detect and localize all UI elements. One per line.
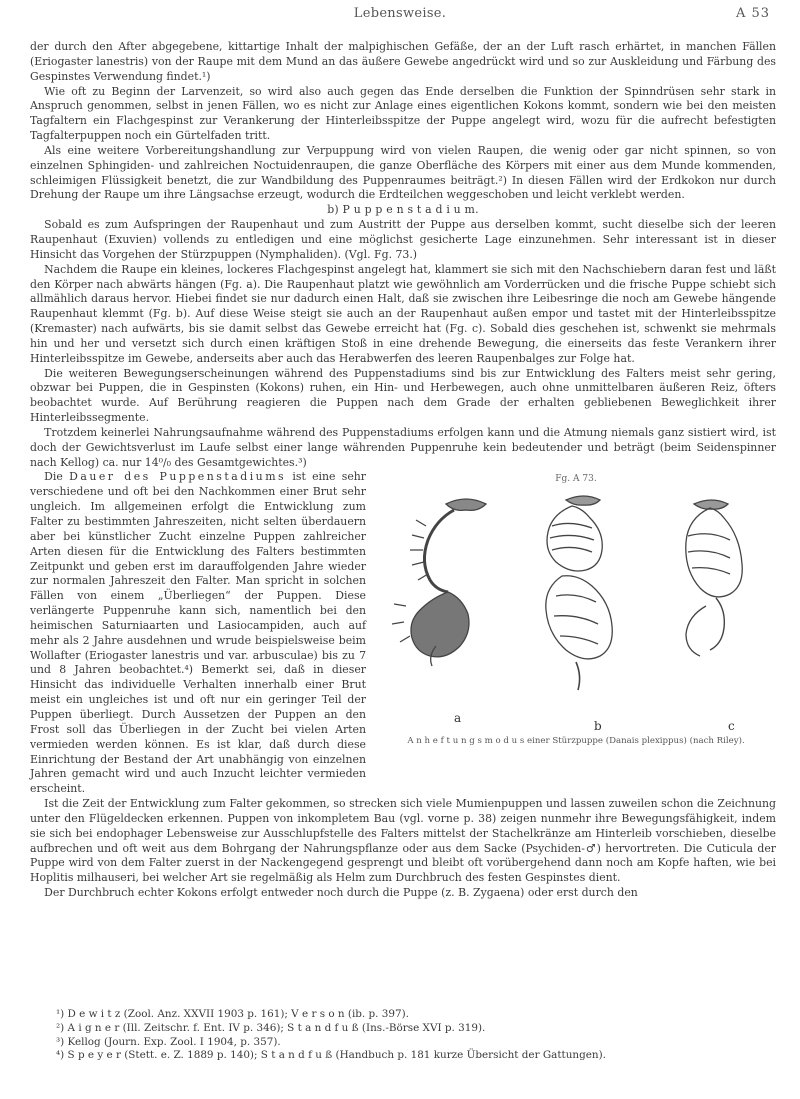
panel-b-label: b (594, 719, 602, 734)
spaced-term: Dauer des Puppenstadiums (69, 470, 287, 484)
running-title: Lebensweise. (353, 6, 447, 21)
panel-a-label: a (454, 711, 462, 726)
page-number: A 53 (735, 6, 770, 21)
paragraph: Sobald es zum Aufspringen der Raupenhaut und zum Austritt der Puppe aus derselben kommt, sucht dieselbe sich der leeren Raupenhaut (Exuvien) vollends zu entledigen und eine möglichst gesicherte Lage einzunehmen. Sehr interessant ist in dieser Hinsicht das Vorgehen der Stürzpuppen (Nymphaliden). (Vgl. Fg. 73.) (30, 218, 776, 261)
running-header (0, 6, 800, 26)
paragraph: Die weiteren Bewegungserscheinungen während des Puppenstadiums sind bis zur Entwicklung des Falters meist sehr gering, obzwar bei Puppen, die in Gespinsten (Kokons) ruhen, ein Hin- und Herbewegen, auch ohne unmittelbaren äußeren Reiz, öfters beobachtet wurde. Auf Berührung reagieren die Puppen nach dem Grade der erhalten gebliebenen Beweglichkeit ihrer Hinterleibssegmente. (30, 366, 776, 425)
pupa-illustration (376, 486, 776, 736)
paragraph: Als eine weitere Vorbereitungshandlung zur Verpuppung wird von vielen Raupen, die wenig oder gar nicht spinnen, so von einzelnen Sphingiden- und zahlreichen Noctuidenraupen, die ganze Oberfläche des Körpers mit einer aus dem Munde kommenden, schleimigen Flüssigkeit benetzt, die zur Wandbildung des Puppenraumes beiträgt.²) In diesen Fällen wird der Erdkokon nur durch Drehung der Raupe um ihre Längsachse erzeugt, wodurch die Erdteilchen weggeschoben und leicht verklebt werden. (30, 143, 776, 202)
figure-label: Fg. A 73. (555, 474, 597, 485)
footnote: ³) Kellog (Journ. Exp. Zool. I 1904, p. 357). (56, 1035, 281, 1048)
paragraph: der durch den After abgegebene, kittartige Inhalt der malpighischen Gefäße, der an der Luft rasch erhärtet, in manchen Fällen (Eriogaster lanestris) von der Raupe mit dem Mund an das äußere Gewebe angedrückt wird und so zur Auskleidung und Färbung des Gespinstes Verwendung findet.¹) (30, 40, 776, 83)
figure-pupa-attachment (376, 472, 776, 796)
paragraph: Trotzdem keinerlei Nahrungsaufnahme während des Puppenstadiums erfolgen kann und die Atmung niemals ganz sistiert wird, ist doch der Gewichtsverlust im Laufe selbst einer lange währenden Puppenruhe kein bedeutender und beträgt (beim Seidenspinner nach Kellog) ca. nur 14⁰/₀ des Gesamtgewichtes.³) (30, 425, 776, 469)
body-text (30, 40, 776, 901)
pupa-with-exuvia-drawing (546, 496, 612, 690)
footnote: ¹) D e w i t z (Zool. Anz. XXVII 1903 p. 161); V e r s o n (ib. p. 397). (56, 1008, 409, 1020)
hanging-caterpillar-drawing (392, 499, 486, 666)
paragraph: Nachdem die Raupe ein kleines, lockeres Flachgespinst angelegt hat, klammert sie sich mit den Nachschiebern daran fest und läßt den Körper nach abwärts hängen (Fg. a). Die Raupenhaut platzt wie gewöhnlich am Vorderrücken und die frische Puppe schiebt sich allmählich daraus hervor. Hiebei findet sie nur dadurch einen Halt, daß sie zwischen ihre Leibesringe die noch am Gewebe hängende Raupenhaut klemmt (Fg. b). Auf diese Weise steigt sie auch an der Raupenhaut außen empor und tastet mit der Hinterleibsspitze (Kremaster) nach aufwärts, bis sie damit selbst das Gewebe erreicht hat (Fg. c). Sobald dies geschehen ist, schwenkt sie mehrmals hin und her und versetzt sich durch einen kräftigen Stoß in eine drehende Bewegung, die einerseits das feste Verankern ihrer Hinterleibsspitze im Gewebe, anderseits aber auch das Herabwerfen des leeren Raupenbalges zur Folge hat. (30, 262, 776, 365)
footnote: ²) A i g n e r (Ill. Zeitschr. f. Ent. IV p. 346); S t a n d f u ß (Ins.-Börse XVI p. 319). (56, 1021, 486, 1034)
paragraph: Wie oft zu Beginn der Larvenzeit, so wird also auch gegen das Ende derselben die Funktion der Spinndrüsen sehr stark in Anspruch genommen, selbst in jenen Fällen, wo es nicht zur Anlage eines eigentlichen Kokons kommt, sondern wie bei den meisten Tagfaltern ein Flachgespinst zur Verankerung der Hinterleibsspitze der Puppe angelegt wird, wozu für die aufrecht befestigten Tagfalterpuppen noch ein Gürtelfaden tritt. (30, 84, 776, 143)
panel-c-label: c (728, 719, 735, 734)
paragraph-rest: ist eine sehr verschiedene und oft bei den Nachkommen einer Brut sehr ungleich. Im allgemeinen erfolgt die Entwicklung zum Falter zu bestimmten Jahreszeiten, nicht selten überdauern aber bei künstlicher Zucht einzelne Puppen zahlreicher Arten diesen für die Entwicklung des Falters bestimmten Zeitpunkt und geben erst im darauffolgenden Jahre wieder zur normalen Jahreszeit den Falter. Man spricht in solchen Fällen von einem „Überliegen“ der Puppen. Diese verlängerte Puppenruhe kann sich, namentlich bei den heimischen Saturniaarten und Lasiocampiden, auch auf mehr als 2 Jahre ausdehnen und wrude beispielsweise beim Wollafter (Eriogaster lanestris und var. arbusculae) bis zu 7 und 8 Jahren beobachtet.⁴) Bemerkt sei, daß in dieser Hinsicht das individuelle Verhalten innerhalb einer Brut meist ein ungleiches ist und oft nur ein geringer Teil der Puppen überliegt. Durch Aussetzen der Puppen an den Frost soll das Überliegen in der Zucht bei vielen Arten vermieden werden können. Es ist klar, daß durch diese Einrichtung der Bestand der Art unabhängig von einzelnen Jahren gemacht wird und auch Inzucht leichter vermieden erscheint. (30, 470, 366, 796)
paragraph: Der Durchbruch echter Kokons erfolgt entweder noch durch die Puppe (z. B. Zygaena) oder erst durch den (44, 886, 638, 900)
figure-caption: A n h e f t u n g s m o d u s einer Stürzpuppe (Danais plexippus) (nach Riley). (407, 736, 745, 747)
footnote: ⁴) S p e y e r (Stett. e. Z. 1889 p. 140); S t a n d f u ß (Handbuch p. 181 kurze Übersicht der Gattungen). (56, 1049, 606, 1062)
suspended-pupa-drawing (686, 500, 742, 656)
paragraph: Ist die Zeit der Entwicklung zum Falter gekommen, so strecken sich viele Mumienpuppen und lassen zuweilen schon die Zeichnung unter den Flügeldecken erkennen. Puppen von inkompletem Bau (vgl. vorne p. 38) zeigen nunmehr ihre Bewegungsfähigkeit, indem sie sich bei endophager Lebensweise zur Ausschlupfstelle des Falters mittelst der Stachelkränze am Hinterleib vorschieben, dieselbe aufbrechen und oft weit aus dem Bohrgang der Nahrungspflanze oder aus dem Sacke (Psychiden-♂) hervortreten. Die Cuticula der Puppe wird von dem Falter zuerst in der Nackengegend gesprengt und bleibt oft vorübergehend dann noch am Kopfe haften, wie bei Hoplitis milhauseri, bei welcher Art sie regelmäßig als Helm zum Durchbruch des festen Gespinstes dient. (30, 797, 776, 885)
section-heading: b) P u p p e n s t a d i u m. (327, 203, 479, 217)
footnotes (30, 1008, 776, 1063)
paragraph-lead: Die (44, 470, 70, 484)
